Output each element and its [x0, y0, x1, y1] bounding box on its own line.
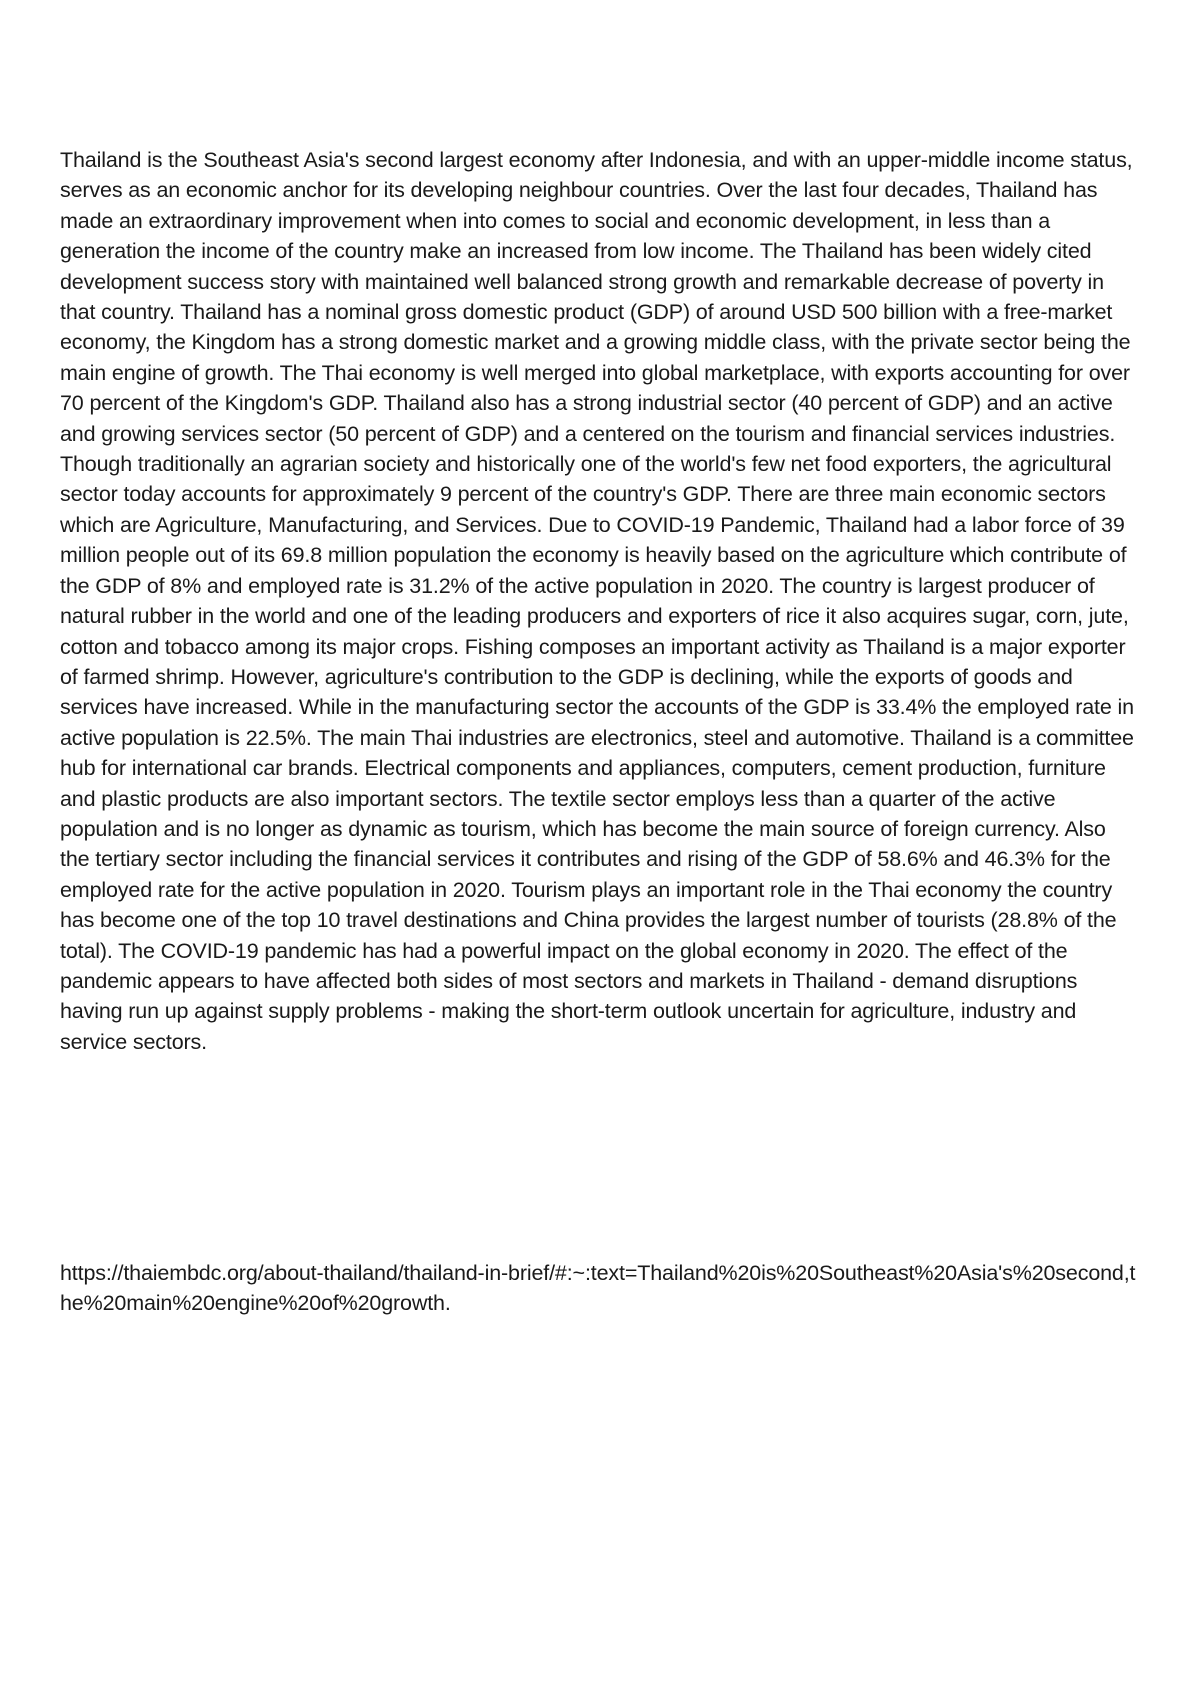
source-url: https://thaiembdc.org/about-thailand/thailand-in-brief/#:~:text=Thailand%20is%20Southeast%20Asia's%20second,the%20main%20engine%20of%20growth. [60, 1261, 1136, 1316]
body-paragraph: Thailand is the Southeast Asia's second largest economy after Indonesia, and with an upper-middle income status, serves as an economic anchor for its developing neighbour countries. Over the last four decades, Thailand has made an extraordinary improvement when into comes to social and economic development, in less than a generation the income of the country make an increased from low income. The Thailand has been widely cited development success story with maintained well balanced strong growth and remarkable decrease of poverty in that country. Thailand has a nominal gross domestic product (GDP) of around USD 500 billion with a free-market economy, the Kingdom has a strong domestic market and a growing middle class, with the private sector being the main engine of growth. The Thai economy is well merged into global marketplace, with exports accounting for over 70 percent of the Kingdom's GDP. Thailand also has a strong industrial sector (40 percent of GDP) and an active and growing services sector (50 percent of GDP) and a centered on the tourism and financial services industries. Though traditionally an agrarian society and historically one of the world's few net food exporters, the agricultural sector today accounts for approximately 9 percent of the country's GDP. There are three main economic sectors which are Agriculture, Manufacturing, and Services. Due to COVID-19 Pandemic, Thailand had a labor force of 39 million people out of its 69.8 million population the economy is heavily based on the agriculture which contribute of the GDP of 8% and employed rate is 31.2% of the active population in 2020. The country is largest producer of natural rubber in the world and one of the leading producers and exporters of rice it also acquires sugar, corn, jute, cotton and tobacco among its major crops. Fishing composes an important activity as Thailand is a major exporter of farmed shrimp. However, agriculture's contribution to the GDP is declining, while the exports of goods and services have increased. While in the manufacturing sector the accounts of the GDP is 33.4% the employed rate in active population is 22.5%. The main Thai industries are electronics, steel and automotive. Thailand is a committee hub for international car brands. Electrical components and appliances, computers, cement production, furniture and plastic products are also important sectors. The textile sector employs less than a quarter of the active population and is no longer as dynamic as tourism, which has become the main source of foreign currency. Also the tertiary sector including the financial services it contributes and rising of the GDP of 58.6% and 46.3% for the employed rate for the active population in 2020. Tourism plays an important role in the Thai economy the country has become one of the top 10 travel destinations and China provides the largest number of tourists (28.8% of the total). The COVID-19 pandemic has had a powerful impact on the global economy in 2020. The effect of the pandemic appears to have affected both sides of most sectors and markets in Thailand - demand disruptions having run up against supply problems - making the short-term outlook uncertain for agriculture, industry and service sectors. [60, 148, 1134, 1054]
